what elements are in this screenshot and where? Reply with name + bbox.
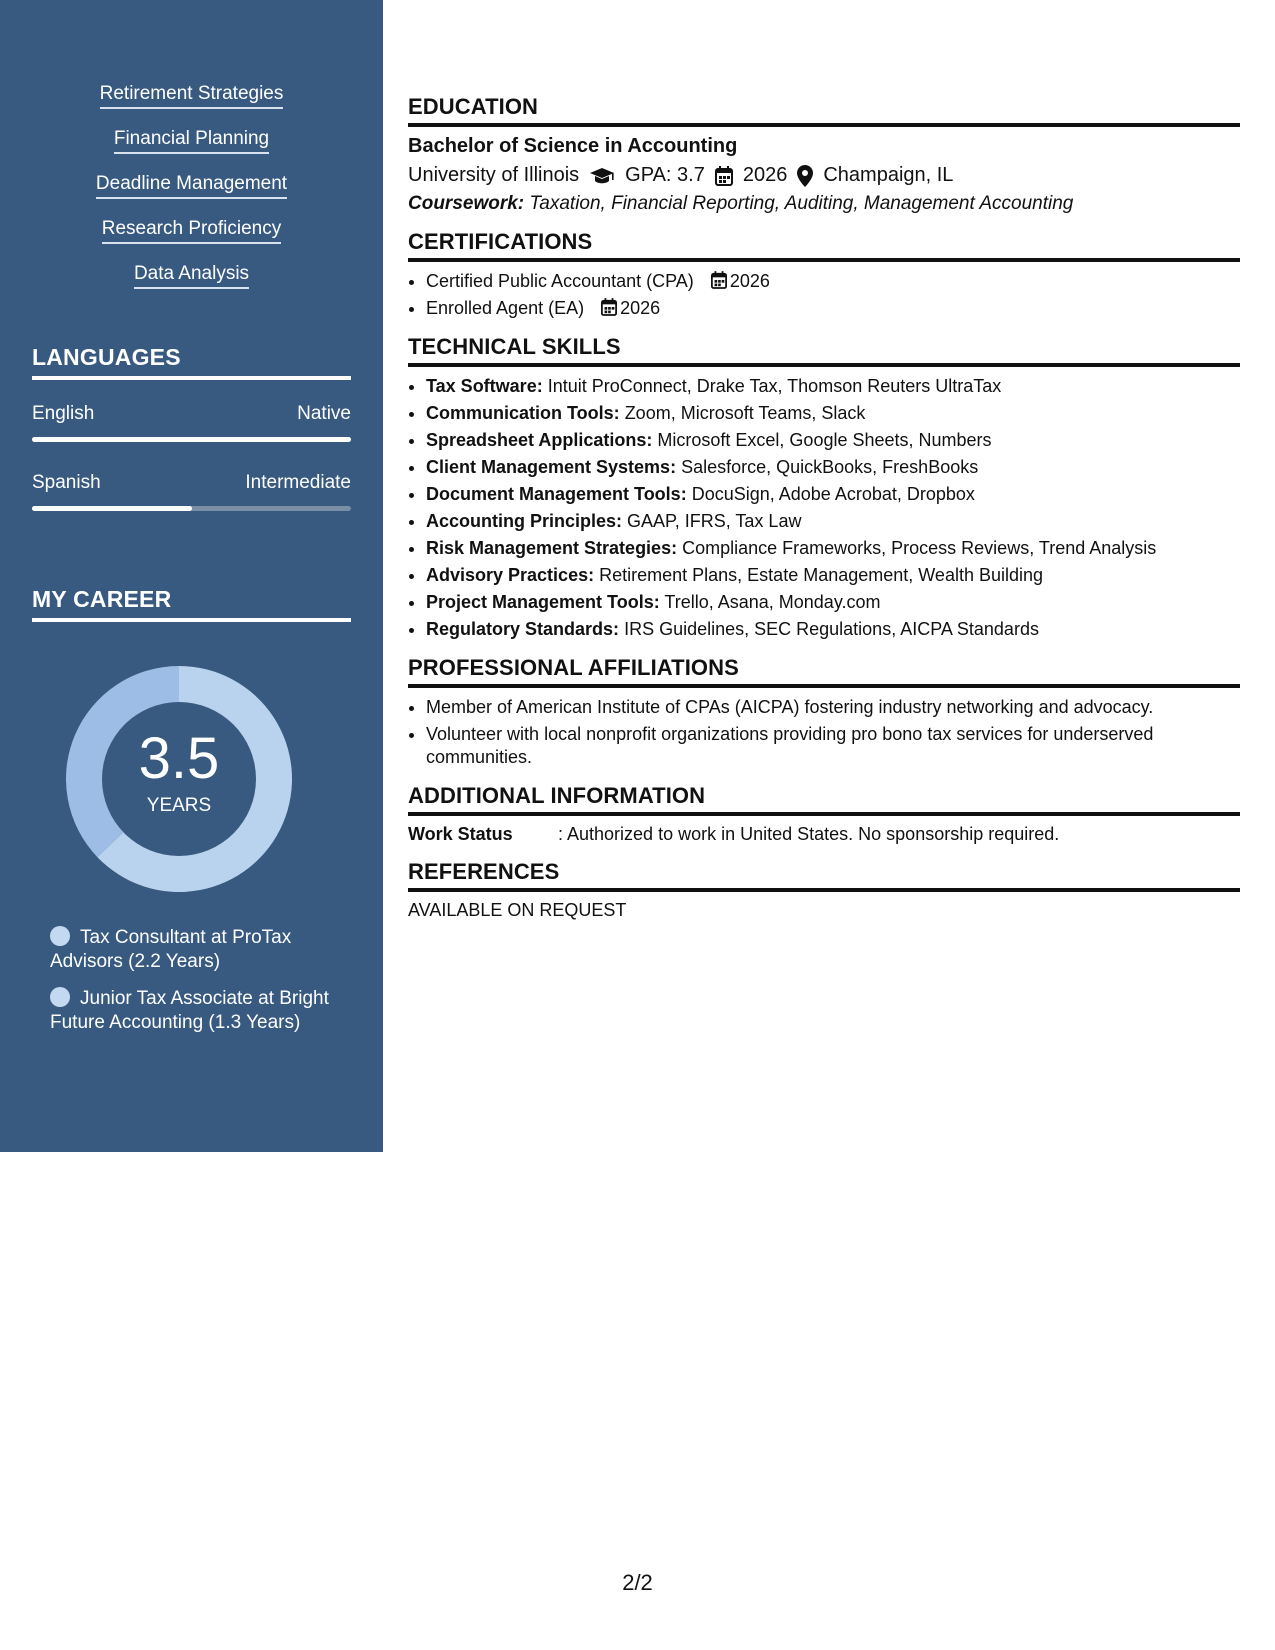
technical-skills-heading: TECHNICAL SKILLS — [408, 334, 1240, 367]
skill-value: GAAP, IFRS, Tax Law — [627, 511, 802, 531]
map-pin-icon — [797, 165, 813, 187]
career-heading: MY CAREER — [32, 586, 351, 622]
gpa: GPA: 3.7 — [625, 164, 705, 186]
language-level: Intermediate — [245, 472, 351, 493]
skill-item — [426, 375, 1240, 398]
work-status-value: : Authorized to work in United States. No sponsorship required. — [558, 824, 1060, 844]
skill-label: Communication Tools: — [426, 403, 620, 423]
skill-label: Tax Software: — [426, 376, 543, 396]
career-dot-icon — [50, 926, 70, 946]
references-heading: REFERENCES — [408, 859, 1240, 892]
affiliations-heading: PROFESSIONAL AFFILIATIONS — [408, 655, 1240, 688]
skill-value: Salesforce, QuickBooks, FreshBooks — [681, 457, 979, 477]
additional-info-heading: ADDITIONAL INFORMATION — [408, 783, 1240, 816]
language-name: Spanish — [32, 472, 101, 493]
certification-year: 2026 — [729, 271, 770, 291]
affiliations-list — [408, 696, 1240, 769]
certifications-heading: CERTIFICATIONS — [408, 229, 1240, 262]
skill-value: IRS Guidelines, SEC Regulations, AICPA Standards — [624, 619, 1039, 639]
career-item-text: Tax Consultant at ProTax Advisors (2.2 Years) — [50, 927, 292, 972]
education-meta — [408, 164, 1240, 187]
skill-item — [426, 537, 1240, 560]
language-english — [32, 403, 351, 442]
skill-item — [426, 510, 1240, 533]
skill-value: Intuit ProConnect, Drake Tax, Thomson Reuters UltraTax — [547, 376, 1002, 396]
certification-year: 2026 — [620, 298, 661, 318]
certification-item — [426, 297, 1240, 320]
skill-item — [426, 591, 1240, 614]
page-number: 2/2 — [622, 1570, 653, 1595]
work-status-label: Work Status — [408, 824, 513, 844]
skill-label: Spreadsheet Applications: — [426, 430, 653, 450]
coursework — [408, 193, 1240, 215]
technical-skills-list — [408, 375, 1240, 641]
language-proficiency-bar — [32, 437, 351, 442]
skill-label: Risk Management Strategies: — [426, 538, 678, 558]
degree-title: Bachelor of Science in Accounting — [408, 135, 738, 157]
education-location: Champaign, IL — [823, 164, 954, 186]
career-dot-icon — [50, 987, 70, 1007]
calendar-icon — [711, 271, 727, 289]
education-heading: EDUCATION — [408, 94, 1240, 127]
career-item — [50, 987, 330, 1035]
skill-value: Retirement Plans, Estate Management, Wealth Building — [599, 565, 1044, 585]
skills-list — [0, 82, 383, 307]
skill-item — [426, 483, 1240, 506]
skill-item — [426, 564, 1240, 587]
skill-value: Microsoft Excel, Google Sheets, Numbers — [657, 430, 992, 450]
calendar-icon — [601, 298, 617, 316]
calendar-icon — [715, 166, 733, 186]
affiliation-item: • Volunteer with local nonprofit organizations providing pro bono tax services for underserved communities. — [426, 723, 1240, 769]
work-status-row — [408, 824, 1240, 845]
main-content — [408, 94, 1240, 921]
skill-value: Trello, Asana, Monday.com — [664, 592, 881, 612]
skill-label: Client Management Systems: — [426, 457, 677, 477]
language-spanish — [32, 472, 351, 511]
skill-item: Deadline Management — [96, 172, 287, 199]
skill-label: Regulatory Standards: — [426, 619, 620, 639]
skill-item — [426, 618, 1240, 641]
career-donut-chart — [66, 666, 292, 892]
skill-item: Retirement Strategies — [100, 82, 284, 109]
skill-value: DocuSign, Adobe Acrobat, Dropbox — [691, 484, 975, 504]
skill-value: Compliance Frameworks, Process Reviews, Trend Analysis — [682, 538, 1157, 558]
language-proficiency-fill — [32, 437, 351, 442]
coursework-label: Coursework: — [408, 193, 525, 214]
skill-item — [426, 402, 1240, 425]
career-years-number: 3.5 — [138, 726, 220, 791]
school-name: University of Illinois — [408, 164, 580, 186]
language-level: Native — [297, 403, 351, 424]
coursework-value: Taxation, Financial Reporting, Auditing, Management Accounting — [529, 193, 1074, 214]
skill-item — [426, 456, 1240, 479]
career-item — [50, 926, 330, 974]
certification-name: Enrolled Agent (EA) — [426, 298, 585, 318]
skill-label: Accounting Principles: — [426, 511, 623, 531]
certifications-list — [408, 270, 1240, 320]
skill-label: Advisory Practices: — [426, 565, 595, 585]
language-proficiency-fill — [32, 506, 192, 511]
sidebar — [0, 0, 383, 1152]
skill-value: Zoom, Microsoft Teams, Slack — [624, 403, 866, 423]
career-years-unit: YEARS — [146, 795, 212, 816]
language-name: English — [32, 403, 95, 424]
skill-label: Project Management Tools: — [426, 592, 660, 612]
languages-heading: LANGUAGES — [32, 344, 351, 380]
skill-item: Research Proficiency — [102, 217, 282, 244]
skill-item — [426, 429, 1240, 452]
certification-item — [426, 270, 1240, 293]
certification-name: Certified Public Accountant (CPA) — [426, 271, 694, 291]
career-list — [50, 926, 330, 1048]
graduation-year: 2026 — [742, 164, 788, 186]
references-text: AVAILABLE ON REQUEST — [408, 900, 627, 920]
skill-item: Financial Planning — [114, 127, 269, 154]
skill-item: Data Analysis — [134, 262, 249, 289]
skill-label: Document Management Tools: — [426, 484, 687, 504]
language-proficiency-bar — [32, 506, 351, 511]
career-item-text: Junior Tax Associate at Bright Future Accounting (1.3 Years) — [50, 988, 329, 1033]
graduation-cap-icon — [589, 166, 615, 186]
affiliation-item: • Member of American Institute of CPAs (AICPA) fostering industry networking and advocacy. — [426, 696, 1240, 719]
